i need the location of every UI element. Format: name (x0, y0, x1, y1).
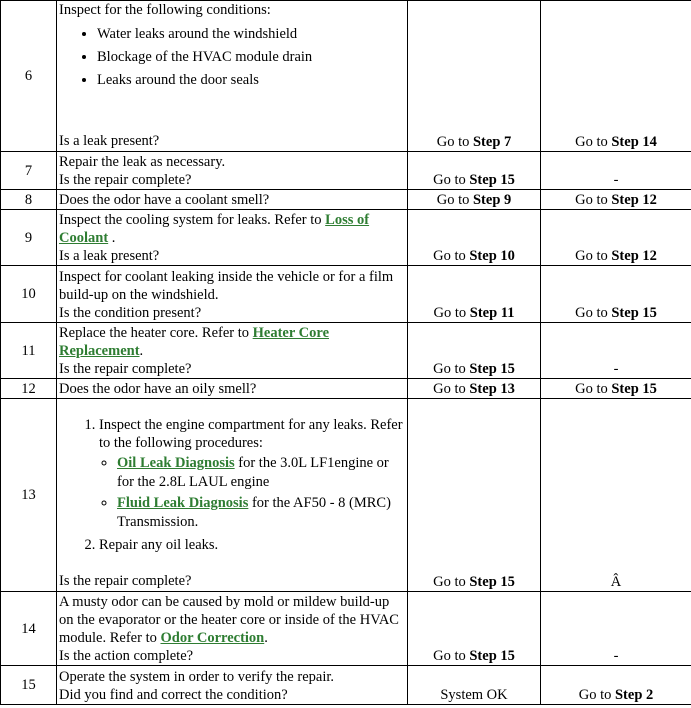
goto-step-link[interactable]: Step 2 (614, 687, 654, 703)
no-cell: Go to Step 2 (541, 666, 691, 705)
table-row (1, 323, 691, 379)
oil-leak-diagnosis-link[interactable]: Oil Leak Diagnosis (117, 455, 235, 471)
step-action (57, 1, 408, 152)
yes-cell: Go to Step 7 (408, 1, 541, 152)
procedure-sublist (99, 454, 405, 532)
no-cell: Go to Step 15 (541, 379, 691, 399)
loss-of-coolant-link[interactable]: Loss of Coolant (59, 212, 370, 246)
yes-cell: Go to Step 10 (408, 210, 541, 266)
no-cell: Go to Step 12 (541, 210, 691, 266)
yes-cell: System OK (408, 666, 541, 705)
goto-step-link[interactable]: Step 10 (469, 248, 515, 264)
step-instruction: A musty odor can be caused by mold or mildew build-up on the evaporator or the heater core or inside of the HVAC module. Refer to Odor Correction. (59, 594, 399, 646)
goto-step-link[interactable]: Step 15 (469, 648, 515, 664)
no-cell: Â (541, 399, 691, 592)
step-action (57, 266, 408, 323)
step-question: Is the repair complete? (59, 361, 192, 377)
step-number: 9 (1, 210, 57, 266)
list-item: ◦ Oil Leak Diagnosis for the 3.0L LF1engine or for the 2.8L LAUL engine (117, 454, 405, 492)
procedure-list (59, 416, 405, 558)
no-cell: - (541, 152, 691, 190)
list-item: 1. Inspect the engine compartment for any leaks. Refer to the following procedures: ◦ Oil Leak Diagnosis for the 3.0L LF1engine or for the 2.8L LAUL engine ◦ Fluid Leak Diagnosis for the AF50 - 8 (MRC) Transmission. (99, 416, 405, 532)
step-action (57, 210, 408, 266)
step-question: Is the repair complete? (59, 573, 192, 589)
step-number: 13 (1, 399, 57, 592)
step-action (57, 666, 408, 705)
step-instruction: Replace the heater core. Refer to Heater Core Replacement. (59, 325, 329, 359)
goto-step-link[interactable]: Step 15 (469, 361, 515, 377)
table-row (1, 1, 691, 152)
table-row (1, 210, 691, 266)
step-instruction: Inspect the cooling system for leaks. Refer to Loss of Coolant . (59, 212, 370, 246)
step-number: 10 (1, 266, 57, 323)
step-instruction: Repair the leak as necessary. (59, 154, 226, 170)
step-question: Does the odor have a coolant smell? (57, 190, 408, 210)
goto-step-link[interactable]: Step 7 (472, 134, 512, 150)
yes-cell: Go to Step 15 (408, 399, 541, 592)
step-number: 15 (1, 666, 57, 705)
step-instruction: Inspect for coolant leaking inside the vehicle or for a film build-up on the windshield. (59, 269, 394, 303)
list-item: • Blockage of the HVAC module drain (97, 48, 405, 66)
goto-step-link[interactable]: Step 13 (469, 381, 515, 397)
goto-step-link[interactable]: Step 15 (611, 305, 657, 321)
list-item: • Water leaks around the windshield (97, 25, 405, 43)
heater-core-replacement-link[interactable]: Heater Core Replacement (59, 325, 329, 359)
step-action (57, 592, 408, 666)
table-row (1, 266, 691, 323)
step-question: Is a leak present? (59, 133, 160, 149)
step-number: 8 (1, 190, 57, 210)
goto-step-link[interactable]: Step 14 (611, 134, 657, 150)
goto-step-link[interactable]: Step 15 (469, 172, 515, 188)
step-question: Did you find and correct the condition? (59, 687, 288, 703)
yes-cell: Go to Step 15 (408, 592, 541, 666)
goto-step-link[interactable]: Step 15 (469, 574, 515, 590)
no-cell: - (541, 592, 691, 666)
table-row (1, 152, 691, 190)
step-instruction: Operate the system in order to verify the repair. (59, 669, 334, 685)
step-number: 7 (1, 152, 57, 190)
list-item: • Leaks around the door seals (97, 71, 405, 89)
step-question: Is the action complete? (59, 648, 194, 664)
goto-step-link[interactable]: Step 12 (611, 248, 657, 264)
no-cell: Go to Step 12 (541, 190, 691, 210)
step-number: 6 (1, 1, 57, 152)
step-question: Is the condition present? (59, 305, 202, 321)
fluid-leak-diagnosis-link[interactable]: Fluid Leak Diagnosis (117, 495, 249, 511)
step-question: Is a leak present? (59, 248, 160, 264)
step-question: Does the odor have an oily smell? (57, 379, 408, 399)
table-row (1, 190, 691, 210)
yes-cell: Go to Step 9 (408, 190, 541, 210)
step-number: 11 (1, 323, 57, 379)
odor-correction-link[interactable]: Odor Correction (160, 630, 265, 646)
step-question: Is the repair complete? (59, 172, 192, 188)
no-cell: Go to Step 14 (541, 1, 691, 152)
step-action (57, 323, 408, 379)
table-row (1, 666, 691, 705)
table-row (1, 379, 691, 399)
step-intro: Inspect for the following conditions: (59, 2, 271, 18)
no-cell: Go to Step 15 (541, 266, 691, 323)
table-row (1, 592, 691, 666)
yes-cell: Go to Step 15 (408, 323, 541, 379)
goto-step-link[interactable]: Step 11 (469, 305, 515, 321)
list-item: ◦ Fluid Leak Diagnosis for the AF50 - 8 (MRC) Transmission. (117, 494, 405, 532)
step-number: 12 (1, 379, 57, 399)
yes-cell: Go to Step 15 (408, 152, 541, 190)
no-cell: - (541, 323, 691, 379)
step-action (57, 152, 408, 190)
step-number: 14 (1, 592, 57, 666)
step-action (57, 399, 408, 592)
goto-step-link[interactable]: Step 9 (472, 192, 512, 208)
yes-cell: Go to Step 11 (408, 266, 541, 323)
list-item: 2. Repair any oil leaks. (99, 536, 405, 554)
table-row (1, 399, 691, 592)
yes-cell: Go to Step 13 (408, 379, 541, 399)
condition-list (59, 25, 405, 89)
goto-step-link[interactable]: Step 12 (611, 192, 657, 208)
goto-step-link[interactable]: Step 15 (611, 381, 657, 397)
